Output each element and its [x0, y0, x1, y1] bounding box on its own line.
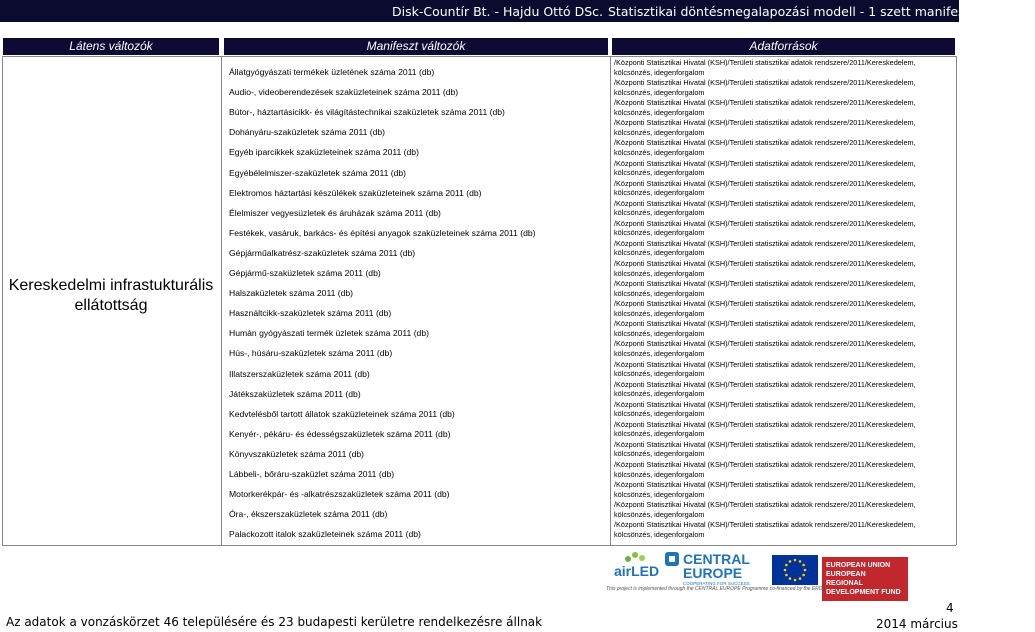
data-source-line1: /Központi Statisztikai Hivatal (KSH)/Területi statisztikai adatok rendszere/2011/Kereskedelem, [614, 178, 916, 188]
table-row [0, 58, 959, 78]
data-source-line2: kölcsönzés, idegenforgalom [614, 369, 705, 378]
data-source [614, 460, 916, 479]
data-source-line2: kölcsönzés, idegenforgalom [614, 127, 705, 137]
data-source-line2: kölcsönzés, idegenforgalom [614, 389, 705, 399]
data-source [614, 159, 916, 178]
data-source-line2: kölcsönzés, idegenforgalom [614, 288, 705, 298]
central-text: CENTRAL [683, 551, 750, 567]
data-source [614, 380, 916, 399]
page-header [0, 0, 1035, 22]
data-source [614, 239, 916, 258]
data-source [614, 98, 916, 117]
manifest-variable: Kenyér-, pékáru- és édességszaküzletek száma 2011 (db) [229, 428, 451, 439]
manifest-variable: Kedvtelésből tartott állatok szaküzleteinek száma 2011 (db) [229, 408, 455, 419]
data-source-line2: kölcsönzés, idegenforgalom [614, 328, 705, 338]
manifest-variable: Játékszaküzletek száma 2011 (db) [229, 388, 361, 399]
table-row [0, 118, 959, 138]
data-source [614, 279, 916, 298]
data-source [614, 138, 916, 157]
data-source [614, 480, 916, 499]
latent-variable-label: Kereskedelmi infrastukturális ellátottság [8, 277, 214, 314]
footer-note: Az adatok a vonzáskörzet 46 településére és 23 budapesti kerületre rendelkezésre állnak [6, 615, 543, 629]
manifest-variable: Hús-, húsáru-szaküzletek száma 2011 (db) [229, 348, 393, 359]
table-row [0, 380, 959, 400]
data-source-line1: /Központi Statisztikai Hivatal (KSH)/Területi statisztikai adatok rendszere/2011/Kereskedelem, [614, 379, 916, 389]
data-source-line1: /Központi Statisztikai Hivatal (KSH)/Területi statisztikai adatok rendszere/2011/Kereskedelem, [614, 138, 916, 148]
data-source-line1: /Központi Statisztikai Hivatal (KSH)/Területi statisztikai adatok rendszere/2011/Kereskedelem, [614, 500, 916, 510]
data-source [614, 440, 916, 459]
table-row [0, 199, 959, 219]
table-row [0, 78, 959, 98]
data-source-line1: /Központi Statisztikai Hivatal (KSH)/Területi statisztikai adatok rendszere/2011/Kereskedelem, [614, 58, 916, 67]
data-source-line1: /Központi Statisztikai Hivatal (KSH)/Területi statisztikai adatok rendszere/2011/Kereskedelem, [614, 319, 916, 329]
col-header-manifest: Manifeszt változók [224, 38, 608, 55]
data-source-line1: /Központi Statisztikai Hivatal (KSH)/Területi statisztikai adatok rendszere/2011/Kereskedelem, [614, 279, 916, 289]
table-row [0, 400, 959, 420]
table-row [0, 179, 959, 199]
manifest-variable: Egyébélelmiszer-szaküzletek száma 2011 (db) [229, 167, 407, 178]
data-source-line2: kölcsönzés, idegenforgalom [614, 228, 705, 238]
data-source [614, 78, 916, 97]
manifest-variable: Humán gyógyászati termék üzletek száma 2011 (db) [229, 328, 429, 339]
manifest-variable: Lábbeli-, bőráru-szaküzlet száma 2011 (db) [229, 469, 395, 479]
data-source-line1: /Központi Statisztikai Hivatal (KSH)/Területi statisztikai adatok rendszere/2011/Kereskedelem, [614, 520, 916, 530]
table-row [0, 159, 959, 179]
table-row [0, 299, 959, 319]
data-source [614, 339, 916, 358]
airled-text: airLED [614, 563, 660, 579]
manifest-variable: Használtcikk-szaküzletek száma 2011 (db) [229, 308, 392, 319]
eu-fund-line3: DEVELOPMENT FUND [826, 589, 901, 596]
header-right: Statisztikai döntésmegalapozási modell - 1 szett manifeszt indikátor [608, 4, 1035, 19]
table-row [0, 219, 959, 239]
manifest-variable: Festékek, vasáruk, barkács- és építési anyagok szaküzleteinek száma 2011 (db) [229, 227, 536, 238]
manifest-variable: Gépjármű-szaküzletek száma 2011 (db) [229, 268, 381, 278]
manifest-variable: Illatszerszaküzletek száma 2011 (db) [229, 368, 370, 379]
table-row [0, 460, 959, 480]
data-source-line2: kölcsönzés, idegenforgalom [614, 208, 705, 218]
data-source [614, 319, 916, 338]
data-source-line1: /Központi Statisztikai Hivatal (KSH)/Területi statisztikai adatok rendszere/2011/Kereskedelem, [614, 259, 916, 268]
manifest-variable: Bútor-, háztartásicikk- és világítástechnikai szaküzletek száma 2011 (db) [229, 107, 505, 118]
data-source-line1: /Központi Statisztikai Hivatal (KSH)/Területi statisztikai adatok rendszere/2011/Kereskedelem, [614, 359, 916, 369]
data-source-line2: kölcsönzés, idegenforgalom [614, 529, 705, 539]
data-source [614, 299, 916, 318]
data-source-line2: kölcsönzés, idegenforgalom [614, 147, 705, 157]
col-header-source: Adatforrások [612, 38, 955, 55]
data-source-line1: /Központi Statisztikai Hivatal (KSH)/Területi statisztikai adatok rendszere/2011/Kereskedelem, [614, 158, 916, 168]
manifest-variable: Állatgyógyászati termékek üzletének száma 2011 (db) [229, 67, 435, 77]
table-row [0, 500, 959, 520]
manifest-variable: Könyvszaküzletek száma 2011 (db) [229, 448, 365, 459]
data-source-line1: /Központi Statisztikai Hivatal (KSH)/Területi statisztikai adatok rendszere/2011/Kereskedelem, [614, 78, 916, 88]
eu-fund-line2: EUROPEAN REGIONAL [826, 571, 866, 587]
eu-fund-line1: EUROPEAN UNION [826, 562, 891, 569]
table-row [0, 360, 959, 380]
data-source [614, 259, 916, 278]
data-source [614, 400, 916, 419]
data-source-line2: kölcsönzés, idegenforgalom [614, 348, 705, 358]
data-source-line2: kölcsönzés, idegenforgalom [614, 188, 705, 198]
data-source-line1: /Központi Statisztikai Hivatal (KSH)/Területi statisztikai adatok rendszere/2011/Kereskedelem, [614, 419, 916, 429]
col-header-latent: Látens változók [3, 38, 219, 55]
header-left: Disk-Countír Bt. - Hajdu Ottó DSc. [392, 4, 604, 19]
table-row [0, 279, 959, 299]
central-tag: COOPERATING FOR SUCCESS. [683, 581, 751, 586]
table-row [0, 440, 959, 460]
data-source-line2: kölcsönzés, idegenforgalom [614, 469, 705, 479]
data-source [614, 199, 916, 218]
manifest-variable: Palackozott italok szaküzleteinek száma 2011 (db) [229, 529, 421, 540]
footer-date: 2014 március [876, 617, 958, 631]
data-source [614, 219, 916, 238]
page-number: 4 [946, 601, 954, 615]
data-source-line2: kölcsönzés, idegenforgalom [614, 509, 705, 519]
data-source-line1: /Központi Statisztikai Hivatal (KSH)/Területi statisztikai adatok rendszere/2011/Kereskedelem, [614, 460, 916, 469]
data-source-line1: /Központi Statisztikai Hivatal (KSH)/Területi statisztikai adatok rendszere/2011/Kereskedelem, [614, 238, 916, 248]
manifest-variable: Dohányáru-szaküzletek száma 2011 (db) [229, 127, 386, 138]
manifest-variable: Gépjárműalkatrész-szaküzletek száma 2011 (db) [229, 247, 416, 258]
table-top-border [2, 56, 956, 57]
table-row [0, 520, 959, 540]
data-source-line2: kölcsönzés, idegenforgalom [614, 268, 705, 278]
data-source-line1: /Központi Statisztikai Hivatal (KSH)/Területi statisztikai adatok rendszere/2011/Kereskedelem, [614, 118, 916, 128]
data-source [614, 360, 916, 379]
data-source [614, 500, 916, 519]
data-source-line1: /Központi Statisztikai Hivatal (KSH)/Területi statisztikai adatok rendszere/2011/Kereskedelem, [614, 480, 916, 490]
manifest-variable: Óra-, ékszerszaküzletek száma 2011 (db) [229, 509, 388, 520]
erdf-label [822, 549, 910, 596]
data-source [614, 179, 916, 198]
data-source-line1: /Központi Statisztikai Hivatal (KSH)/Területi statisztikai adatok rendszere/2011/Kereskedelem, [614, 218, 916, 228]
data-source [614, 118, 916, 137]
table-row [0, 480, 959, 500]
data-source-line2: kölcsönzés, idegenforgalom [614, 168, 705, 177]
manifest-variable: Egyéb iparcikkek szaküzleteinek száma 2011 (db) [229, 147, 419, 158]
manifest-variable: Elektromos háztartási készülékek szaküzleteinek száma 2011 (db) [229, 187, 482, 198]
table-row [0, 420, 959, 440]
manifest-variable: Motorkerékpár- és -alkatrészszaküzletek száma 2011 (db) [229, 489, 450, 500]
europe-text: EUROPE [683, 565, 743, 581]
data-source-line1: /Központi Statisztikai Hivatal (KSH)/Területi statisztikai adatok rendszere/2011/Kereskedelem, [614, 399, 916, 409]
data-source-line1: /Központi Statisztikai Hivatal (KSH)/Területi statisztikai adatok rendszere/2011/Kereskedelem, [614, 198, 916, 208]
table-row [0, 259, 959, 279]
data-source-line1: /Központi Statisztikai Hivatal (KSH)/Területi statisztikai adatok rendszere/2011/Kereskedelem, [614, 439, 916, 449]
data-source-line2: kölcsönzés, idegenforgalom [614, 429, 705, 439]
data-source-line2: kölcsönzés, idegenforgalom [614, 308, 705, 318]
data-source-line2: kölcsönzés, idegenforgalom [614, 409, 705, 419]
manifest-variable: Audio-, videoberendezések szaküzleteinek száma 2011 (db) [229, 87, 459, 98]
table-row [0, 98, 959, 118]
data-source-line2: kölcsönzés, idegenforgalom [614, 489, 705, 499]
data-source-line2: kölcsönzés, idegenforgalom [614, 67, 705, 77]
table-row [0, 339, 959, 359]
table-row [0, 319, 959, 339]
data-source-line2: kölcsönzés, idegenforgalom [614, 87, 705, 97]
programme-footnote: This project is implemented through the CENTRAL EUROPE Programme co-financed by the ERDF. [606, 586, 827, 592]
data-source-line2: kölcsönzés, idegenforgalom [614, 107, 705, 117]
data-source-line1: /Központi Statisztikai Hivatal (KSH)/Területi statisztikai adatok rendszere/2011/Kereskedelem, [614, 98, 916, 108]
table-row [0, 138, 959, 158]
table-bottom-border [2, 545, 956, 546]
data-source [614, 58, 916, 77]
data-source [614, 520, 916, 539]
data-source-line1: /Központi Statisztikai Hivatal (KSH)/Területi statisztikai adatok rendszere/2011/Kereskedelem, [614, 339, 916, 349]
data-source [614, 420, 916, 439]
data-source-line1: /Központi Statisztikai Hivatal (KSH)/Területi statisztikai adatok rendszere/2011/Kereskedelem, [614, 299, 916, 309]
manifest-variable: Élelmiszer vegyesüzletek és áruházak száma 2011 (db) [229, 207, 441, 218]
data-source-line2: kölcsönzés, idegenforgalom [614, 248, 705, 258]
manifest-variable: Halszaküzletek száma 2011 (db) [229, 288, 354, 299]
table-row [0, 239, 959, 259]
data-source-line2: kölcsönzés, idegenforgalom [614, 449, 705, 459]
